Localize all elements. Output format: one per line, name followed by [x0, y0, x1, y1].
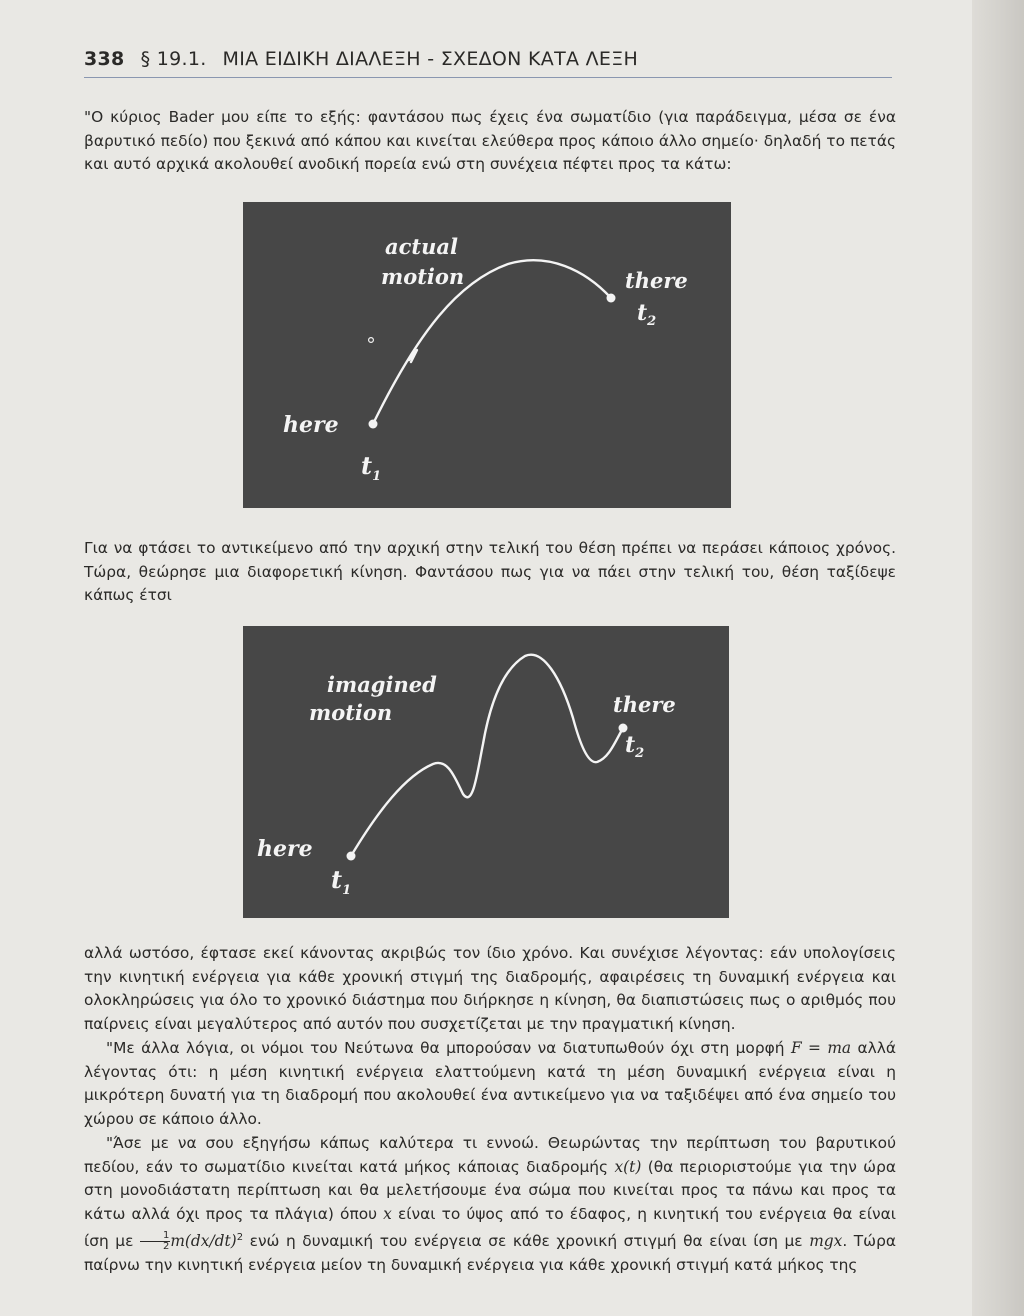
figure-imagined-motion-drawing [243, 626, 729, 918]
label-t2: $t_2$ [625, 732, 645, 761]
label-motion: motion [309, 700, 393, 725]
explain-text-b: (θα περιοριστούμε για την ώρα στη μονοδιάστατη περίπτωση και θα μελετήσουμε ένα σώμα που κινείται προς τα πάνω και προς τα κάτω αλλά όχι προς τα πλάγια) όπου [84, 1157, 896, 1223]
chapter-title: ΜΙΑ ΕΙΔΙΚΗ ΔΙΑΛΕΞΗ - ΣΧΕΔΟΝ ΚΑΤΑ ΛΕΞΗ [222, 48, 639, 70]
running-header [84, 48, 892, 70]
math-square: 2 [236, 1232, 244, 1243]
section-number: § 19.1. [140, 48, 207, 70]
label-actual: actual [385, 234, 458, 259]
label-there: there [625, 268, 688, 293]
label-t1: $t_1$ [361, 451, 382, 484]
paragraph-intro: "Ο κύριος Bader μου είπε το εξής: φαντάσου πως έχεις ένα σωματίδιο (για παράδειγμα, μέσα σε ένα βαρυτικό πεδίο) που ξεκινά από κάπου και κινείται ελεύθερα προς κάποιο άλλο σημείο· δηλαδή το πετάς και αυτό αρχικά ακολουθεί ανοδική πορεία ενώ στη συνέχεια πέφτει προς τα κάτω: [84, 108, 896, 173]
end-point [607, 294, 616, 303]
paragraph-middle: Για να φτάσει το αντικείμενο από την αρχική στην τελική του θέση πρέπει να περάσει κάποιος χρόνος. Τώρα, θεώρησε μια διαφορετική κίνηση. Φαντάσου πως για να πάει στην τελική του, θέση ταξίδεψε κάπως έτσι [84, 539, 896, 604]
label-t1: $t_1$ [331, 865, 352, 898]
label-here: here [257, 836, 313, 862]
paragraph-newton [84, 1037, 896, 1131]
math-x-of-t: x(t) [614, 1157, 642, 1176]
paragraph-explain [84, 1132, 896, 1277]
figure-imagined-motion [243, 626, 729, 918]
label-there: there [613, 692, 676, 717]
explain-text-e: . Τώρα παίρνω την κινητική ενέργεια μείον τη δυναμική ενέργεια για κάθε χρονική στιγμή κατά μήκος της [84, 1232, 896, 1274]
figure-actual-motion [243, 202, 731, 508]
start-point [347, 852, 356, 861]
label-motion: motion [381, 264, 465, 289]
start-point [369, 420, 378, 429]
newton-text-a: "Με άλλα λόγια, οι νόμοι του Νεύτωνα θα μπορούσαν να διατυπωθούν όχι στη μορφή [106, 1039, 791, 1057]
newton-text-b: αλλά λέγοντας ότι: η μέση κινητική ενέργεια ελαττούμενη κατά τη μέση δυναμική ενέργεια είναι η μικρότερη δυνατή για τη διαδρομή που ακολουθεί ένα αντικείμενο για να ταξιδέψει από ένα σημείο του χώρου σε κάποιο άλλο. [84, 1039, 897, 1128]
newton-formula: F = ma [790, 1039, 852, 1057]
explain-text-d: ενώ η δυναμική του ενέργεια σε κάθε χρονική στιγμή θα είναι ίση με [243, 1232, 810, 1251]
math-kinetic-energy: m(dx/dt) [170, 1232, 237, 1251]
explain-text-c: είναι το ύψος από το έδαφος, η κινητική του ενέργεια θα είναι ίση με [84, 1204, 896, 1251]
figure-actual-motion-drawing [243, 202, 731, 508]
label-here: here [283, 412, 339, 438]
label-t2: $t_2$ [637, 300, 657, 329]
paragraph-after-figure2: αλλά ωστόσο, έφτασε εκεί κάνοντας ακριβώς τον ίδιο χρόνο. Και συνέχισε λέγοντας: εάν υπολογίσεις την κινητική ενέργεια για κάθε χρονική στιγμή της διαδρομής, αφαιρέσεις τη δυναμική ενέργεια και ολοκληρώσεις για όλο το χρονικό διάστημα που διήρκησε η κίνηση, θα διαπιστώσεις πως ο αριθμός που παίρνεις είναι μεγαλύτερος από αυτόν που συσχετίζεται με την πραγματική κίνηση. [84, 944, 896, 1033]
explain-text-a: "Άσε με να σου εξηγήσω κάπως καλύτερα τι εννοώ. Θεωρώντας την περίπτωση του βαρυτικού πεδίου, εάν το σωματίδιο κινείται κατά μήκος κάποιας διαδρομής [84, 1134, 896, 1176]
math-x: x [383, 1204, 392, 1223]
header-rule [84, 77, 892, 78]
page-edge-shadow [972, 0, 1024, 1316]
page-number: 338 [84, 48, 125, 70]
math-mgx: mgx [809, 1232, 843, 1251]
fraction-one-half: $\frac{1}{2}$ [140, 1231, 170, 1252]
label-imagined: imagined [327, 672, 437, 697]
small-circle-mark [369, 338, 374, 343]
